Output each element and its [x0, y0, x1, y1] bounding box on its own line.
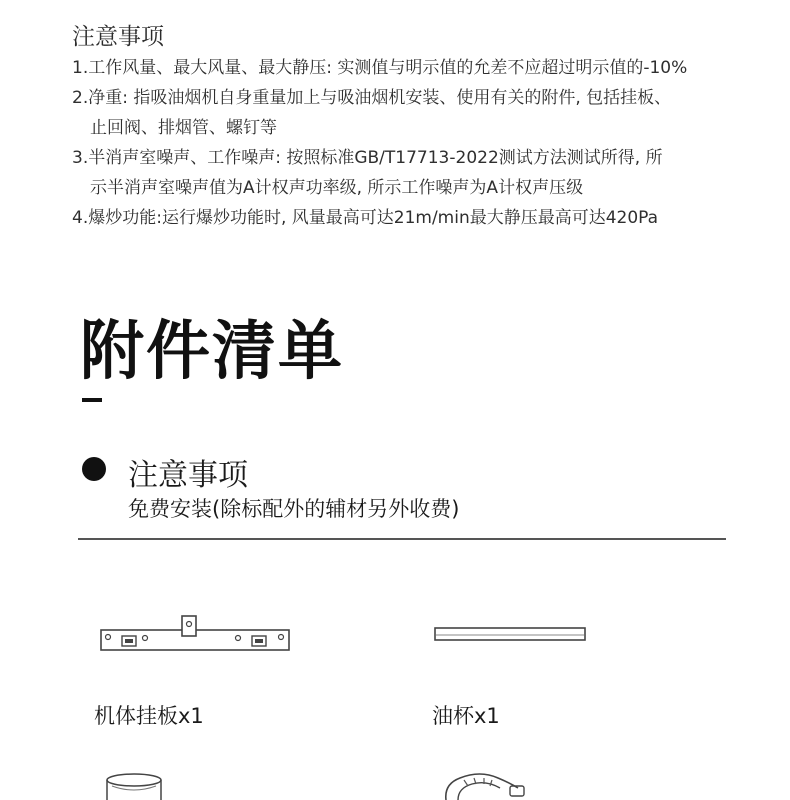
note-line-3: 3.半消声室噪声、工作噪声: 按照标准GB/T17713-2022测试方法测试所得, 所 [72, 148, 663, 168]
note-line-2: 2.净重: 指吸油烟机自身重量加上与吸油烟机安装、使用有关的附件, 包括挂板、 [72, 88, 672, 108]
bullet-dot-icon [82, 457, 106, 481]
note-line-1: 1.工作风量、最大风量、最大静压: 实测值与明示值的允差不应超过明示值的-10% [72, 58, 688, 78]
notice-subtext: 免费安装(除标配外的辅材另外收费) [128, 497, 460, 521]
mounting-plate-icon [100, 614, 290, 656]
divider [78, 538, 726, 540]
oil-cup-icon [434, 626, 586, 644]
title-underline [82, 398, 102, 402]
section-title: 附件清单 [80, 315, 344, 389]
jar-icon [104, 772, 164, 800]
note-line-4: 4.爆炒功能:运行爆炒功能时, 风量最高可达21m/min最大静压最高可达420Pa [72, 208, 659, 228]
accessory-label-oil-cup: 油杯x1 [432, 704, 500, 728]
note-line-2-cont: 止回阀、排烟管、螺钉等 [90, 118, 277, 138]
hose-icon [440, 770, 526, 800]
note-line-3-cont: 示半消声室噪声值为A计权声功率级, 所示工作噪声为A计权声压级 [90, 178, 584, 198]
notice-heading: 注意事项 [128, 458, 248, 493]
notes-title: 注意事项 [72, 24, 164, 50]
accessory-label-mounting-plate: 机体挂板x1 [94, 704, 204, 728]
